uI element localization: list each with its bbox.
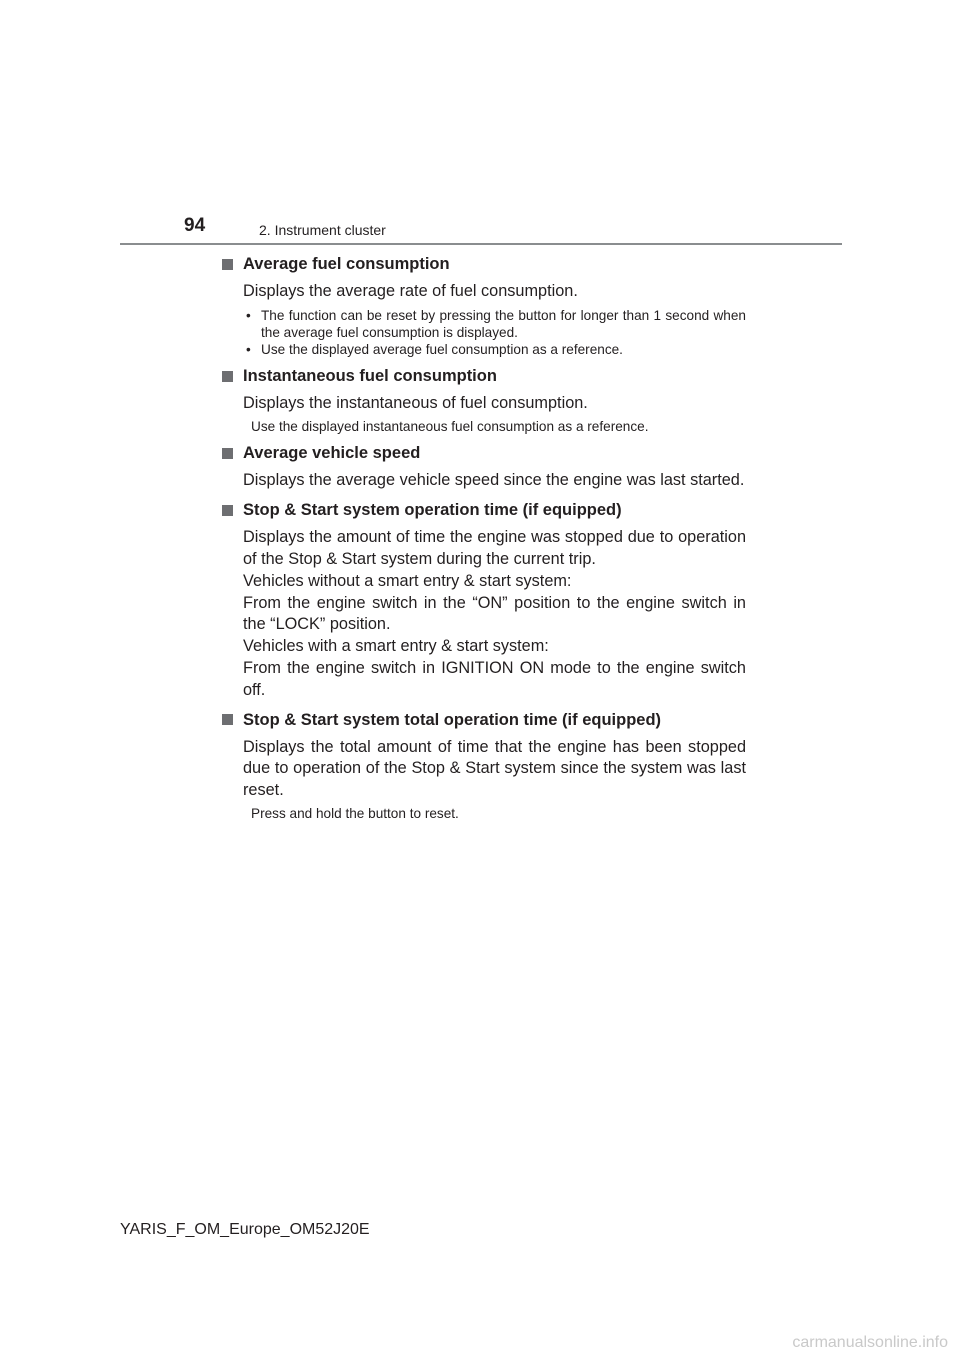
item-stop-start-operation-time bbox=[222, 498, 746, 701]
note-item: • The function can be reset by pressing the button for longer than 1 second when the average fuel consumption is displayed. bbox=[246, 307, 746, 340]
page-content bbox=[222, 252, 746, 822]
item-heading: Stop & Start system operation time (if equipped) bbox=[243, 501, 622, 520]
bullet-dot-icon: • bbox=[246, 342, 251, 358]
page-number: 94 bbox=[184, 215, 206, 236]
note-list bbox=[243, 307, 746, 359]
item-heading: Average fuel consumption bbox=[243, 255, 450, 273]
item-description: Displays the amount of time the engine was stopped due to operation of the Stop & Start system during the current trip. Vehicles without a smart entry & start system: From the engine switch in the “ON” position to the engine switch in the “LOCK” position. Vehicles with a smart entry & start system: From the engine switch in IGNITION ON mode to the engine switch off. bbox=[243, 528, 746, 699]
item-note: Press and hold the button to reset. bbox=[251, 805, 459, 821]
note-item: • Use the displayed average fuel consumption as a reference. bbox=[246, 342, 623, 358]
item-heading: Instantaneous fuel consumption bbox=[243, 367, 497, 386]
item-description: Displays the average vehicle speed since the engine was last started. bbox=[243, 471, 745, 490]
square-bullet-icon bbox=[222, 371, 233, 382]
item-average-fuel-consumption bbox=[222, 252, 746, 358]
item-description: Displays the average rate of fuel consumption. bbox=[243, 282, 578, 300]
header-divider bbox=[120, 243, 842, 245]
footer-document-code: YARIS_F_OM_Europe_OM52J20E bbox=[120, 1221, 370, 1238]
item-description: Displays the instantaneous of fuel consumption. bbox=[243, 394, 588, 413]
item-description: Displays the total amount of time that the engine has been stopped due to operation of the Stop & Start system since the system was last reset. bbox=[243, 737, 746, 800]
watermark-link[interactable]: carmanualsonline.info bbox=[792, 1334, 948, 1351]
square-bullet-icon bbox=[222, 448, 233, 459]
section-title: 2. Instrument cluster bbox=[259, 222, 386, 238]
bullet-dot-icon: • bbox=[246, 307, 251, 323]
square-bullet-icon bbox=[222, 505, 233, 516]
item-average-vehicle-speed bbox=[222, 441, 746, 492]
item-heading: Stop & Start system total operation time (if equipped) bbox=[243, 710, 662, 729]
item-stop-start-total-operation-time bbox=[222, 708, 746, 823]
item-heading: Average vehicle speed bbox=[243, 444, 421, 463]
square-bullet-icon bbox=[222, 259, 233, 270]
item-note: Use the displayed instantaneous fuel consumption as a reference. bbox=[251, 419, 649, 435]
item-instantaneous-fuel-consumption bbox=[222, 364, 746, 435]
square-bullet-icon bbox=[222, 714, 233, 725]
